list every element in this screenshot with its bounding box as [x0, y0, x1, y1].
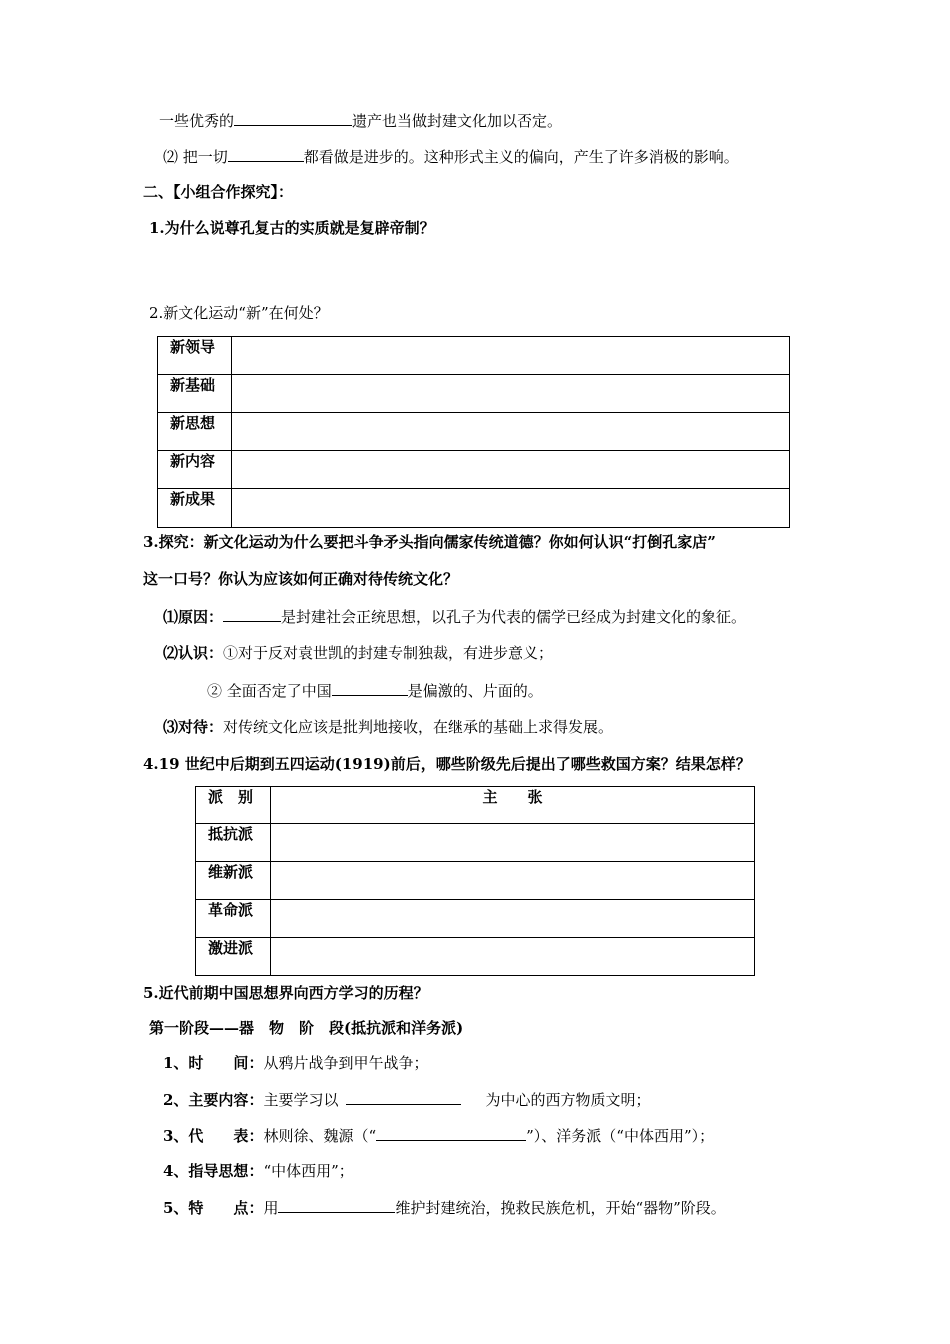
question-1: 1.为什么说尊孔复古的实质就是复辟帝制？ [149, 219, 435, 237]
stage-1-content-label: 2、主要内容： [163, 1091, 264, 1109]
stage-1-rep-label: 3、代 表： [163, 1127, 264, 1145]
row-label: 革命派 [196, 900, 271, 938]
answer-cell[interactable] [232, 375, 790, 413]
stage-1-feature-label: 5、特 点： [163, 1199, 264, 1217]
row-label: 新成果 [158, 489, 232, 528]
stage-1-rep-text-a: 林则徐、魏源（“ [263, 1127, 377, 1145]
answer-cell[interactable] [232, 413, 790, 451]
fill-line-2-text-a: ⑵ 把一切 [163, 148, 228, 166]
row-label: 激进派 [196, 938, 271, 976]
section-heading: 二、【小组合作探究】： [143, 183, 294, 201]
stage-1-heading: 第一阶段——器 物 阶 段(抵抗派和洋务派) [149, 1019, 464, 1037]
q3-reason [163, 606, 746, 627]
q3-treat-text: 对传统文化应该是批判地接收，在继承的基础上求得发展。 [223, 718, 614, 736]
blank-7[interactable] [278, 1197, 395, 1213]
fill-line-1-text-b: 遗产也当做封建文化加以否定。 [352, 112, 563, 130]
blank-6[interactable] [376, 1125, 526, 1141]
blank-5[interactable] [346, 1089, 461, 1105]
blank-4[interactable] [332, 680, 408, 696]
q3-view-text: ①对于反对袁世凯的封建专制独裁，有进步意义； [223, 644, 554, 662]
stage-1-time-text: 从鸦片战争到甲午战争； [263, 1054, 429, 1072]
answer-cell[interactable] [232, 337, 790, 375]
table-row [158, 337, 790, 375]
stage-1-guide-label: 4、指导思想： [163, 1162, 264, 1180]
question-3-line-2: 这一口号？你认为应该如何正确对待传统文化？ [143, 570, 459, 588]
new-aspects-table [157, 336, 790, 528]
stage-1-feature-text-a: 用 [263, 1199, 279, 1217]
q3-treat-label: ⑶对待： [163, 718, 224, 736]
table-row [158, 451, 790, 489]
q3-treat [163, 717, 613, 737]
table-row [158, 413, 790, 451]
fill-line-2 [163, 146, 739, 167]
row-label: 维新派 [196, 862, 271, 900]
answer-cell[interactable] [271, 824, 755, 862]
table-header-row [196, 787, 755, 824]
stage-1-guide-text: “中体西用”； [263, 1162, 354, 1180]
row-label: 新基础 [158, 375, 232, 413]
blank-2[interactable] [228, 146, 304, 162]
table-row [158, 489, 790, 528]
fill-line-2-text-b: 都看做是进步的。这种形式主义的偏向，产生了许多消极的影响。 [303, 148, 739, 166]
q3-view [163, 643, 553, 663]
stage-1-time [163, 1053, 428, 1073]
stage-1-time-label: 1、时 间： [163, 1054, 264, 1072]
stage-1-guide [163, 1161, 354, 1181]
stage-1-content-text-b: 为中心的西方物质文明； [485, 1091, 651, 1109]
answer-cell[interactable] [232, 489, 790, 528]
q3-view-label: ⑵认识： [163, 644, 224, 662]
header-faction: 派 别 [196, 787, 271, 824]
blank-1[interactable] [234, 110, 352, 126]
q3-view-2-text-a: ② 全面否定了中国 [207, 682, 332, 700]
table-row [196, 824, 755, 862]
stage-1-feature [163, 1197, 726, 1218]
row-label: 新思想 [158, 413, 232, 451]
stage-1-rep [163, 1125, 714, 1146]
question-5: 5.近代前期中国思想界向西方学习的历程？ [143, 984, 429, 1002]
blank-3[interactable] [223, 606, 281, 622]
stage-1-feature-text-b: 维护封建统治，挽救民族危机，开始“器物”阶段。 [395, 1199, 726, 1217]
table-row [196, 900, 755, 938]
question-2: 2.新文化运动“新”在何处？ [149, 304, 329, 322]
question-4: 4.19 世纪中后期到五四运动(1919)前后，哪些阶级先后提出了哪些救国方案？结果怎样？ [143, 755, 751, 773]
fill-line-1 [159, 110, 562, 131]
row-label: 抵抗派 [196, 824, 271, 862]
q3-reason-text: 是封建社会正统思想，以孔子为代表的儒学已经成为封建文化的象征。 [281, 608, 747, 626]
q3-view-2 [207, 680, 543, 701]
q3-view-2-text-b: 是偏激的、片面的。 [407, 682, 543, 700]
fill-line-1-text-a: 一些优秀的 [159, 112, 235, 130]
stage-1-content [163, 1089, 650, 1110]
question-3-line-1: 3.探究：新文化运动为什么要把斗争矛头指向儒家传统道德？你如何认识“打倒孔家店” [143, 533, 716, 551]
answer-cell[interactable] [271, 862, 755, 900]
table-row [158, 375, 790, 413]
table-row [196, 938, 755, 976]
factions-table [195, 786, 755, 976]
answer-cell[interactable] [271, 938, 755, 976]
row-label: 新内容 [158, 451, 232, 489]
stage-1-content-text-a: 主要学习以 [263, 1091, 339, 1109]
stage-1-rep-text-b: ”）、洋务派（“中体西用”）； [526, 1127, 715, 1145]
header-proposal: 主 张 [271, 787, 755, 824]
row-label: 新领导 [158, 337, 232, 375]
answer-cell[interactable] [271, 900, 755, 938]
table-row [196, 862, 755, 900]
answer-cell[interactable] [232, 451, 790, 489]
q3-reason-label: ⑴原因： [163, 608, 224, 626]
